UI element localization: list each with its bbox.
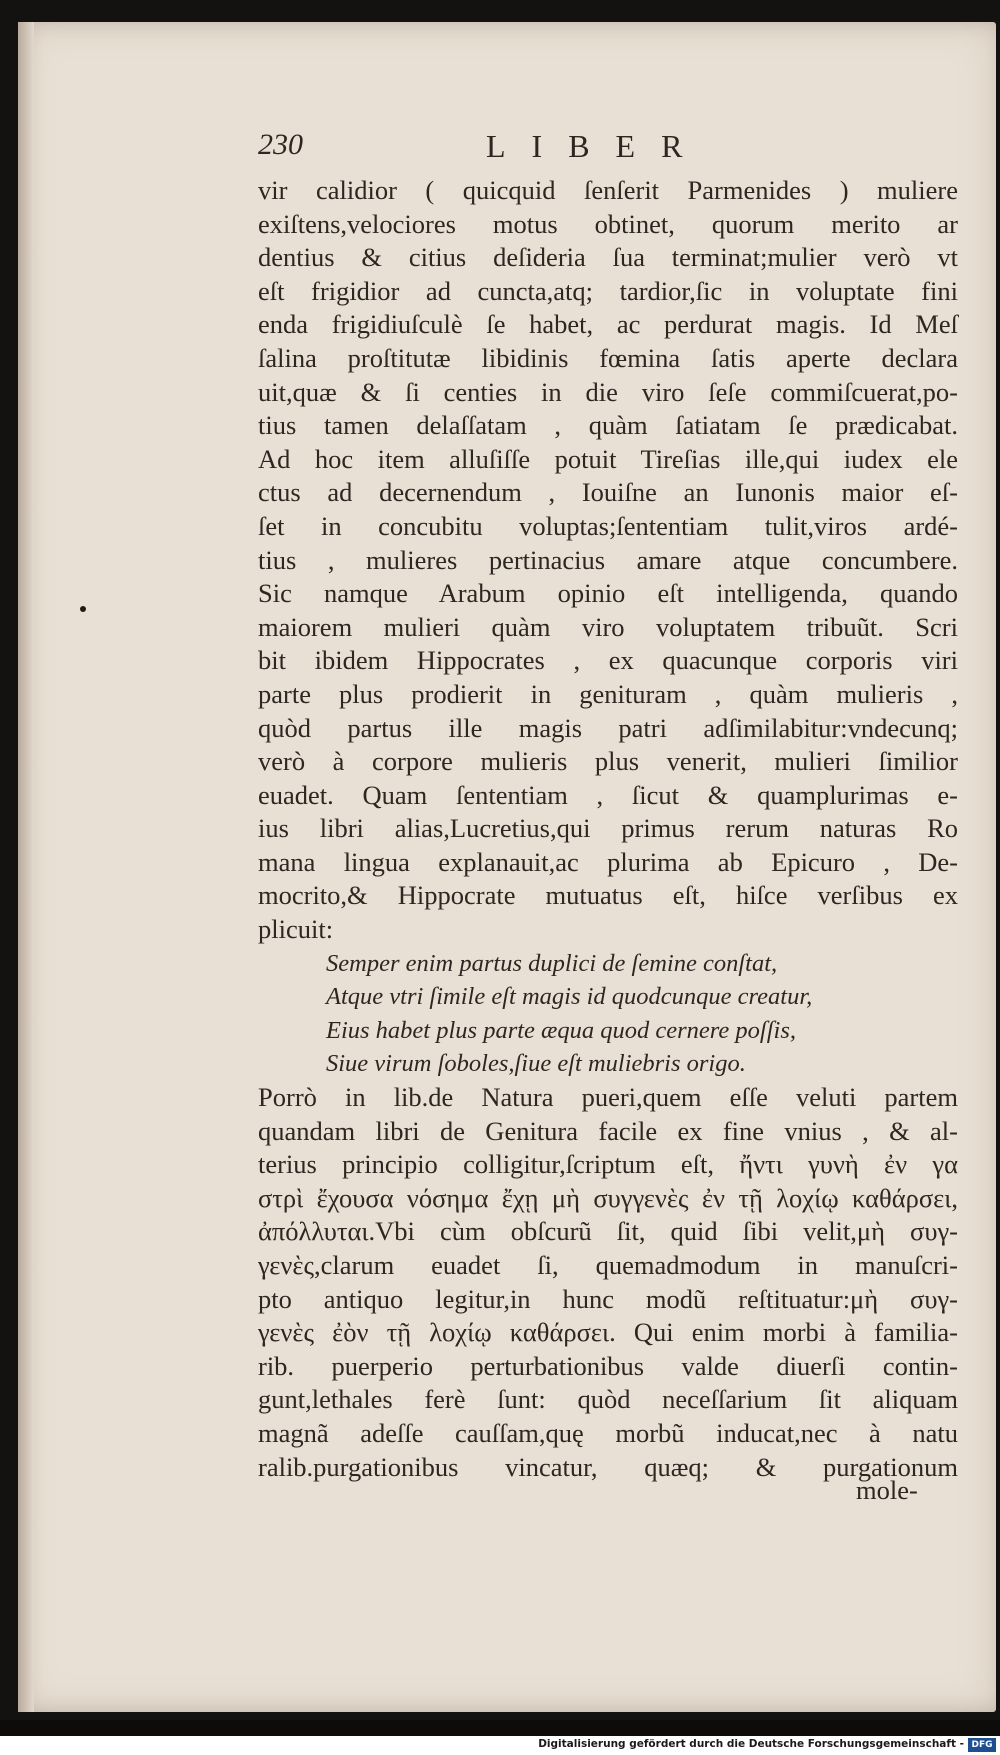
text-line: mana lingua explanauit,ac plurima ab Epicuro , De- (258, 846, 958, 877)
text-line: Porrò in lib.de Natura pueri,quem eſſe veluti partem (258, 1082, 958, 1113)
page-header (258, 128, 948, 168)
text-line: maiorem mulieri quàm viro voluptatem tribuũt. Scri (258, 611, 958, 642)
text-line: ſet in concubitu voluptas;ſententiam tulit,viros ardé- (258, 510, 958, 541)
text-line: rib. puerperio perturbationibus valde diuerſi contin- (258, 1350, 958, 1381)
verse-line: Atque vtri ſimile eſt magis id quodcunque creatur, (326, 983, 813, 1011)
text-line: στρὶ ἔχουσα νόσημα ἔχῃ μὴ συγγενὲς ἐν τῇ λοχίῳ καθάρσει, (258, 1182, 958, 1213)
page-gutter-edge (18, 22, 34, 1712)
text-line: tius tamen delaſſatam , quàm ſatiatam ſe prædicabat. (258, 410, 958, 441)
text-line: plicuit: (258, 914, 334, 945)
text-line: euadet. Quam ſententiam , ſicut & quamplurimas e- (258, 779, 958, 810)
text-line: γενὲς,clarum euadet ſi, quemadmodum in manuſcri- (258, 1250, 958, 1280)
text-line: verò à corpore mulieris plus venerit, mulieri ſimilior (258, 746, 958, 777)
text-line: gunt,lethales ferè ſunt: quòd neceſſarium ſit aliquam (258, 1384, 958, 1415)
text-line: parte plus prodierit in genituram , quàm mulieris , (258, 678, 958, 709)
text-line: uit,quæ & ſi centies in die viro ſeſe commiſcuerat,po- (258, 376, 958, 407)
text-line: quòd partus ille magis patri adſimilabitur:vndecunq; (258, 712, 958, 743)
text-line: ctus ad decernendum , Iouiſne an Iunonis maior eſ- (258, 477, 958, 508)
text-line: tius , mulieres pertinacius amare atque concumbere. (258, 544, 958, 575)
footer-bar (0, 1736, 1000, 1755)
verse-line: Siue virum ſoboles,ſiue eſt muliebris origo. (326, 1050, 746, 1078)
text-line: ſalina proſtitutæ libidinis fœmina ſatis aperte declara (258, 342, 958, 373)
text-line: enda frigidiuſculè ſe habet, ac perdurat magis. Id Meſ (258, 309, 958, 340)
verse-line: Semper enim partus duplici de ſemine conſtat, (326, 949, 778, 977)
verse-line: Eius habet plus parte æqua quod cernere poſſis, (326, 1016, 796, 1044)
text-line: eſt frigidior ad cuncta,atq; tardior,ſic in voluptate fini (258, 275, 958, 306)
text-line: ralib.purgationibus vincatur, quæq; & purgationum (258, 1451, 958, 1482)
body-text (258, 174, 958, 1484)
page-number: 230 (258, 128, 303, 161)
text-line: Sic namque Arabum opinio eſt intelligenda, quando (258, 578, 958, 609)
text-line: magnã adeſſe cauſſam,quę morbũ inducat,nec à natu (258, 1417, 958, 1448)
funding-credit: Digitalisierung gefördert durch die Deutsche Forschungsgemeinschaft - (538, 1738, 964, 1750)
text-line: ἀπόλλυται.Vbi cùm obſcurũ ſit, quid ſibi velit,μὴ συγ- (258, 1216, 958, 1247)
text-line: pto antiquo legitur,in hunc modũ reſtituatur:μὴ συγ- (258, 1283, 958, 1314)
text-line: Ad hoc item alluſiſſe potuit Tireſias ille,qui iudex ele (258, 443, 958, 474)
text-line: bit ibidem Hippocrates , ex quacunque corporis viri (258, 645, 958, 676)
catchword: mole- (856, 1475, 918, 1505)
text-line: mocrito,& Hippocrate mutuatus eſt, hiſce verſibus ex (258, 880, 958, 911)
running-head: LIBER (486, 128, 709, 164)
text-line: γενὲς ἐὸν τῇ λοχίῳ καθάρσει. Qui enim morbi à familia- (258, 1317, 958, 1348)
ink-speck (80, 606, 86, 612)
dfg-logo[interactable]: DFG (968, 1738, 996, 1752)
text-line: dentius & citius deſideria ſua terminat;mulier verò vt (258, 242, 958, 273)
text-line: exiſtens,velociores motus obtinet, quorum merito ar (258, 208, 958, 239)
text-line: ius libri alias,Lucretius,qui primus rerum naturas Ro (258, 813, 958, 844)
text-line: terius principio colligitur,ſcriptum eſt, ἤντι γυνὴ ἐν γα (258, 1149, 958, 1180)
text-line: vir calidior ( quicquid ſenſerit Parmenides ) muliere (258, 175, 958, 205)
text-line: quandam libri de Genitura facile ex fine vnius , & al- (258, 1115, 958, 1146)
